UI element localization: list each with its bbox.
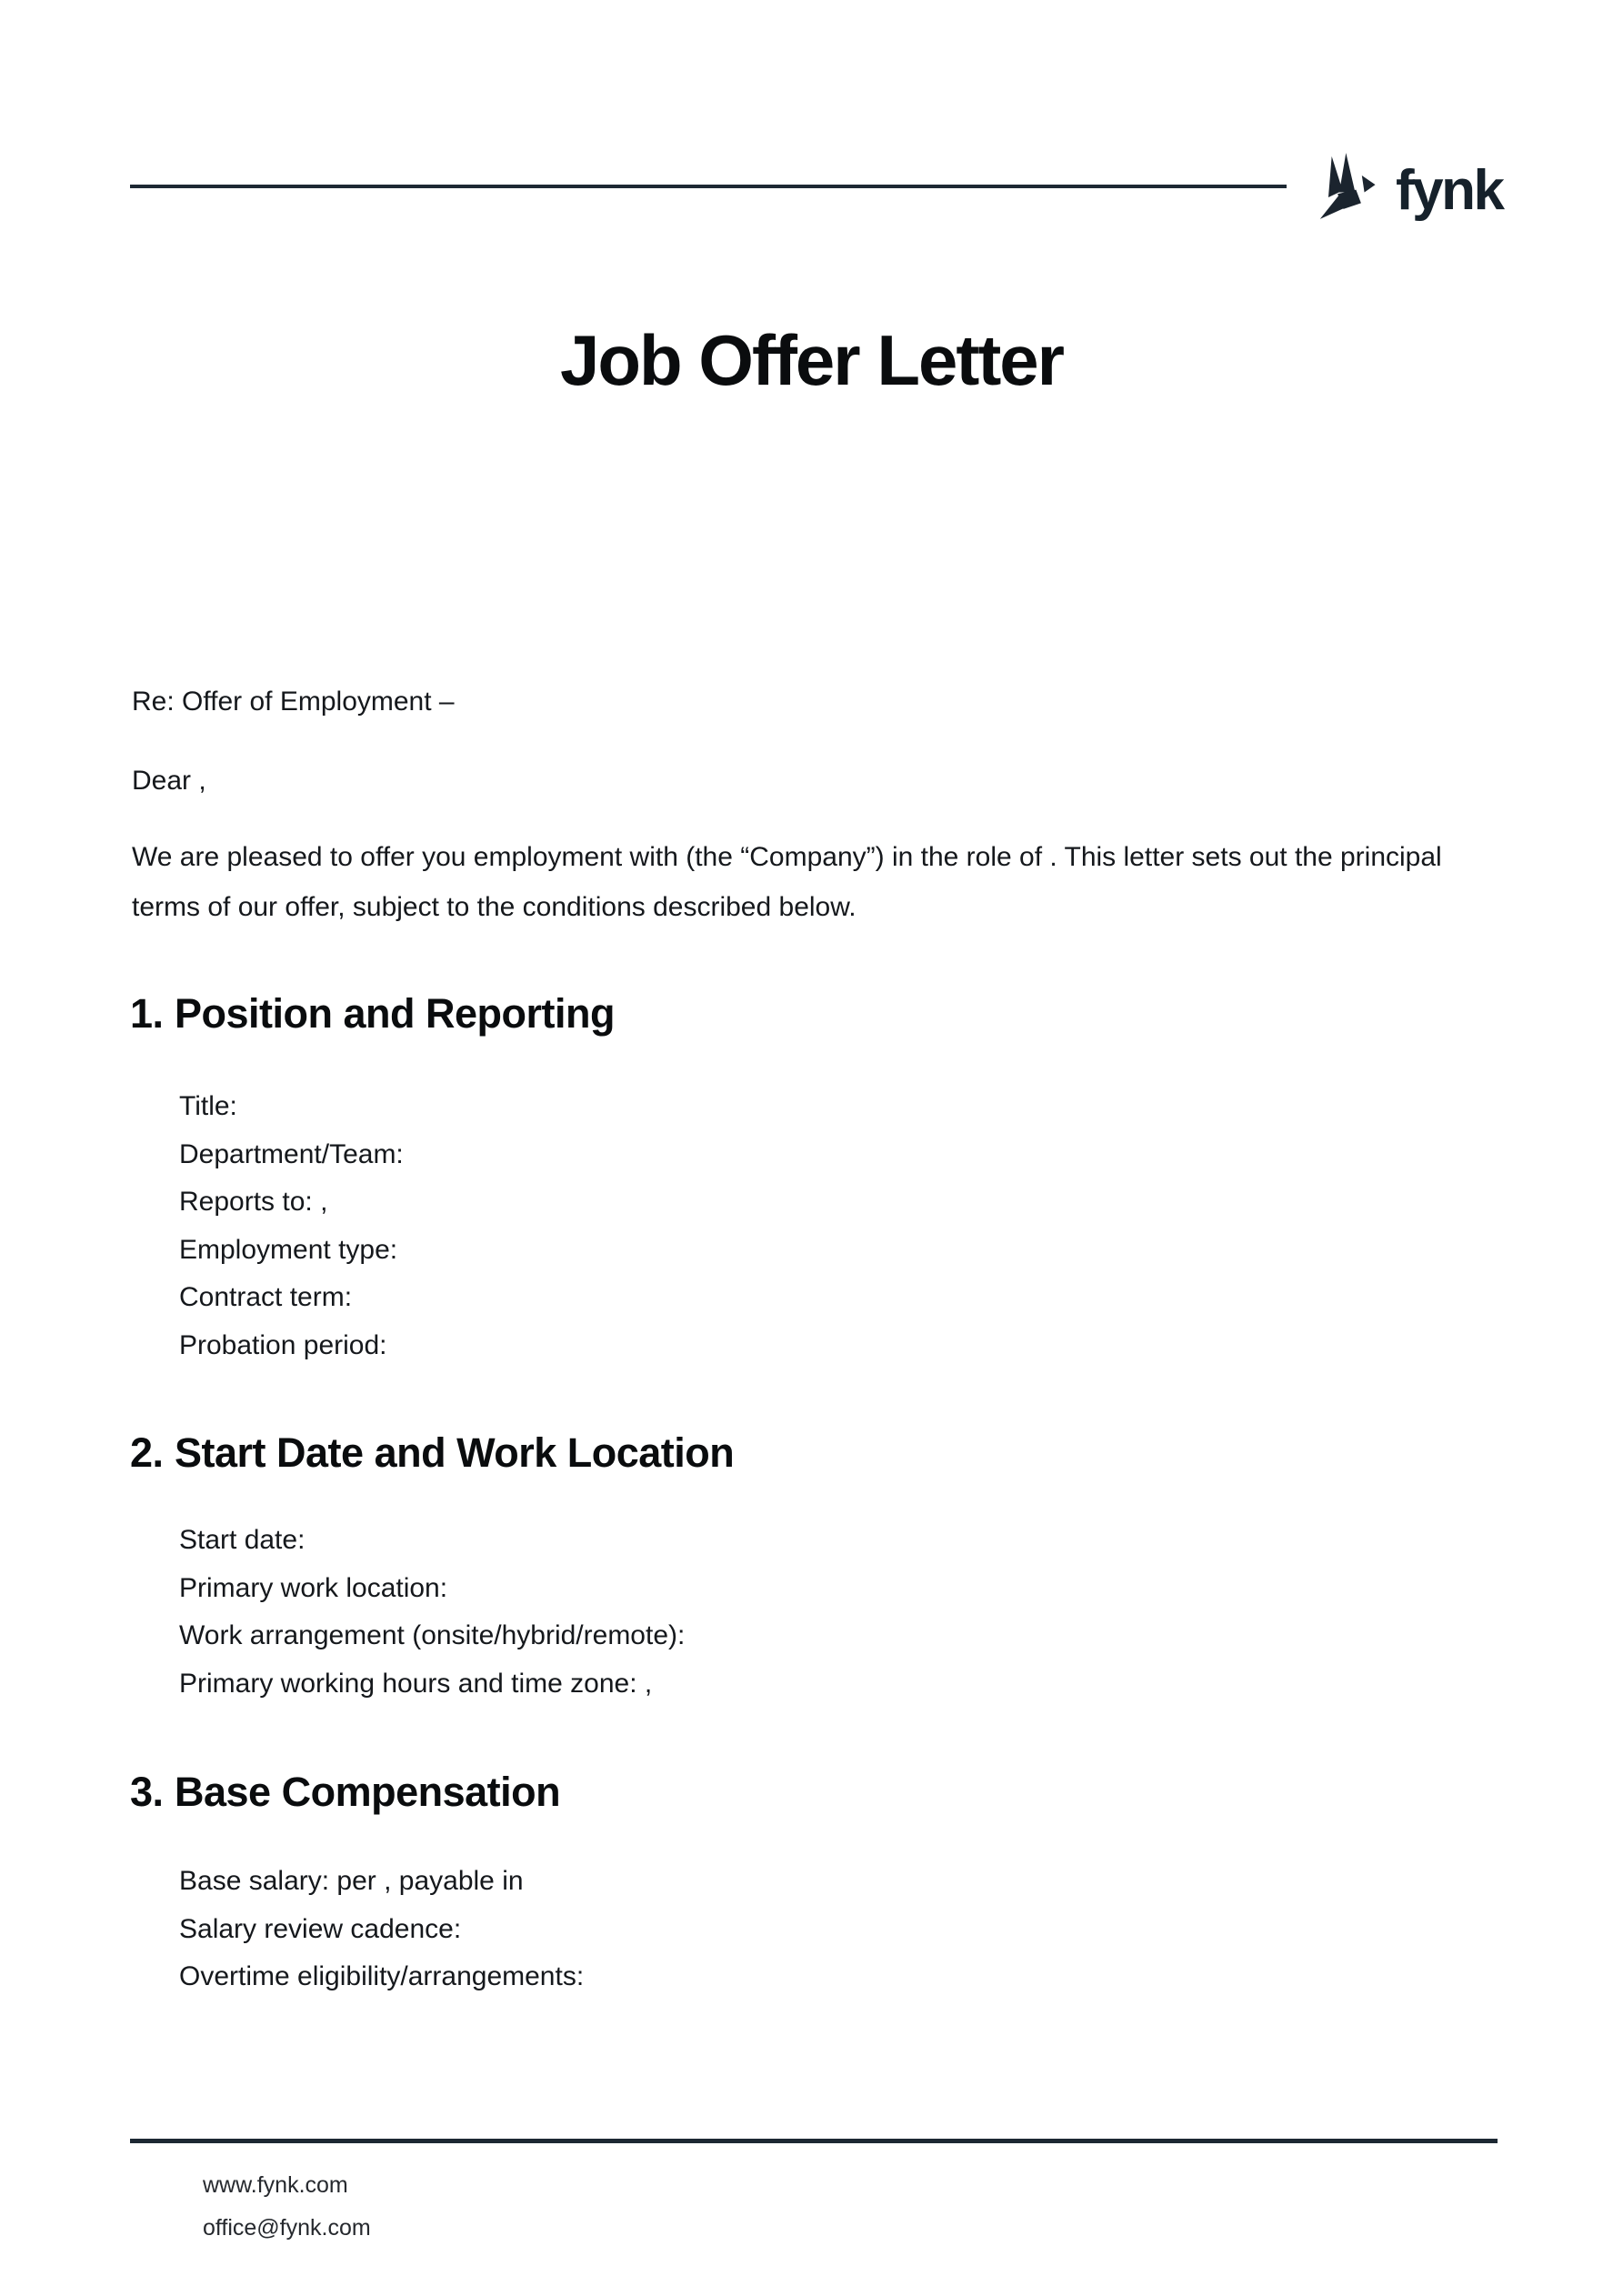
section-number: 1. bbox=[130, 990, 164, 1037]
list-item: Primary working hours and time zone: , bbox=[179, 1668, 653, 1699]
section-items-start-date-and-work-location bbox=[179, 1517, 685, 1708]
footer-divider bbox=[130, 2139, 1498, 2143]
section-heading-label: Position and Reporting bbox=[175, 990, 615, 1037]
list-item: Department/Team: bbox=[179, 1138, 404, 1169]
origami-bird-icon bbox=[1317, 149, 1381, 224]
section-items-position-and-reporting bbox=[179, 1083, 404, 1369]
header-divider bbox=[130, 185, 1287, 188]
list-item: Salary review cadence: bbox=[179, 1913, 462, 1944]
list-item: Reports to: , bbox=[179, 1187, 328, 1217]
list-item: Base salary: per , payable in bbox=[179, 1866, 524, 1896]
section-heading-start-date-and-work-location bbox=[130, 1428, 734, 1479]
salutation: Dear , bbox=[132, 766, 206, 796]
fynk-logo bbox=[1317, 149, 1502, 224]
section-items-base-compensation bbox=[179, 1858, 584, 2001]
section-heading-position-and-reporting bbox=[130, 988, 615, 1039]
document-title: Job Offer Letter bbox=[559, 320, 1064, 400]
section-number: 2. bbox=[130, 1429, 164, 1476]
section-heading-label: Base Compensation bbox=[175, 1769, 561, 1815]
logo-wordmark: fynk bbox=[1396, 159, 1503, 222]
list-item: Primary work location: bbox=[179, 1572, 448, 1603]
section-number: 3. bbox=[130, 1769, 164, 1815]
list-item: Work arrangement (onsite/hybrid/remote): bbox=[179, 1620, 686, 1650]
list-item: Probation period: bbox=[179, 1329, 387, 1360]
list-item: Start date: bbox=[179, 1525, 306, 1555]
footer-email: office@fynk.com bbox=[203, 2215, 371, 2241]
section-heading-label: Start Date and Work Location bbox=[175, 1429, 735, 1476]
list-item: Employment type: bbox=[179, 1234, 398, 1265]
footer-website: www.fynk.com bbox=[203, 2172, 348, 2198]
list-item: Contract term: bbox=[179, 1282, 353, 1312]
list-item: Overtime eligibility/arrangements: bbox=[179, 1961, 585, 1991]
list-item: Title: bbox=[179, 1091, 237, 1121]
section-heading-base-compensation bbox=[130, 1767, 560, 1818]
intro-paragraph: We are pleased to offer you employment with (the “Company”) in the role of . This letter sets out the principal terms of our offer, subject to the conditions described below. bbox=[132, 842, 1442, 922]
re-line: Re: Offer of Employment – bbox=[132, 687, 455, 717]
